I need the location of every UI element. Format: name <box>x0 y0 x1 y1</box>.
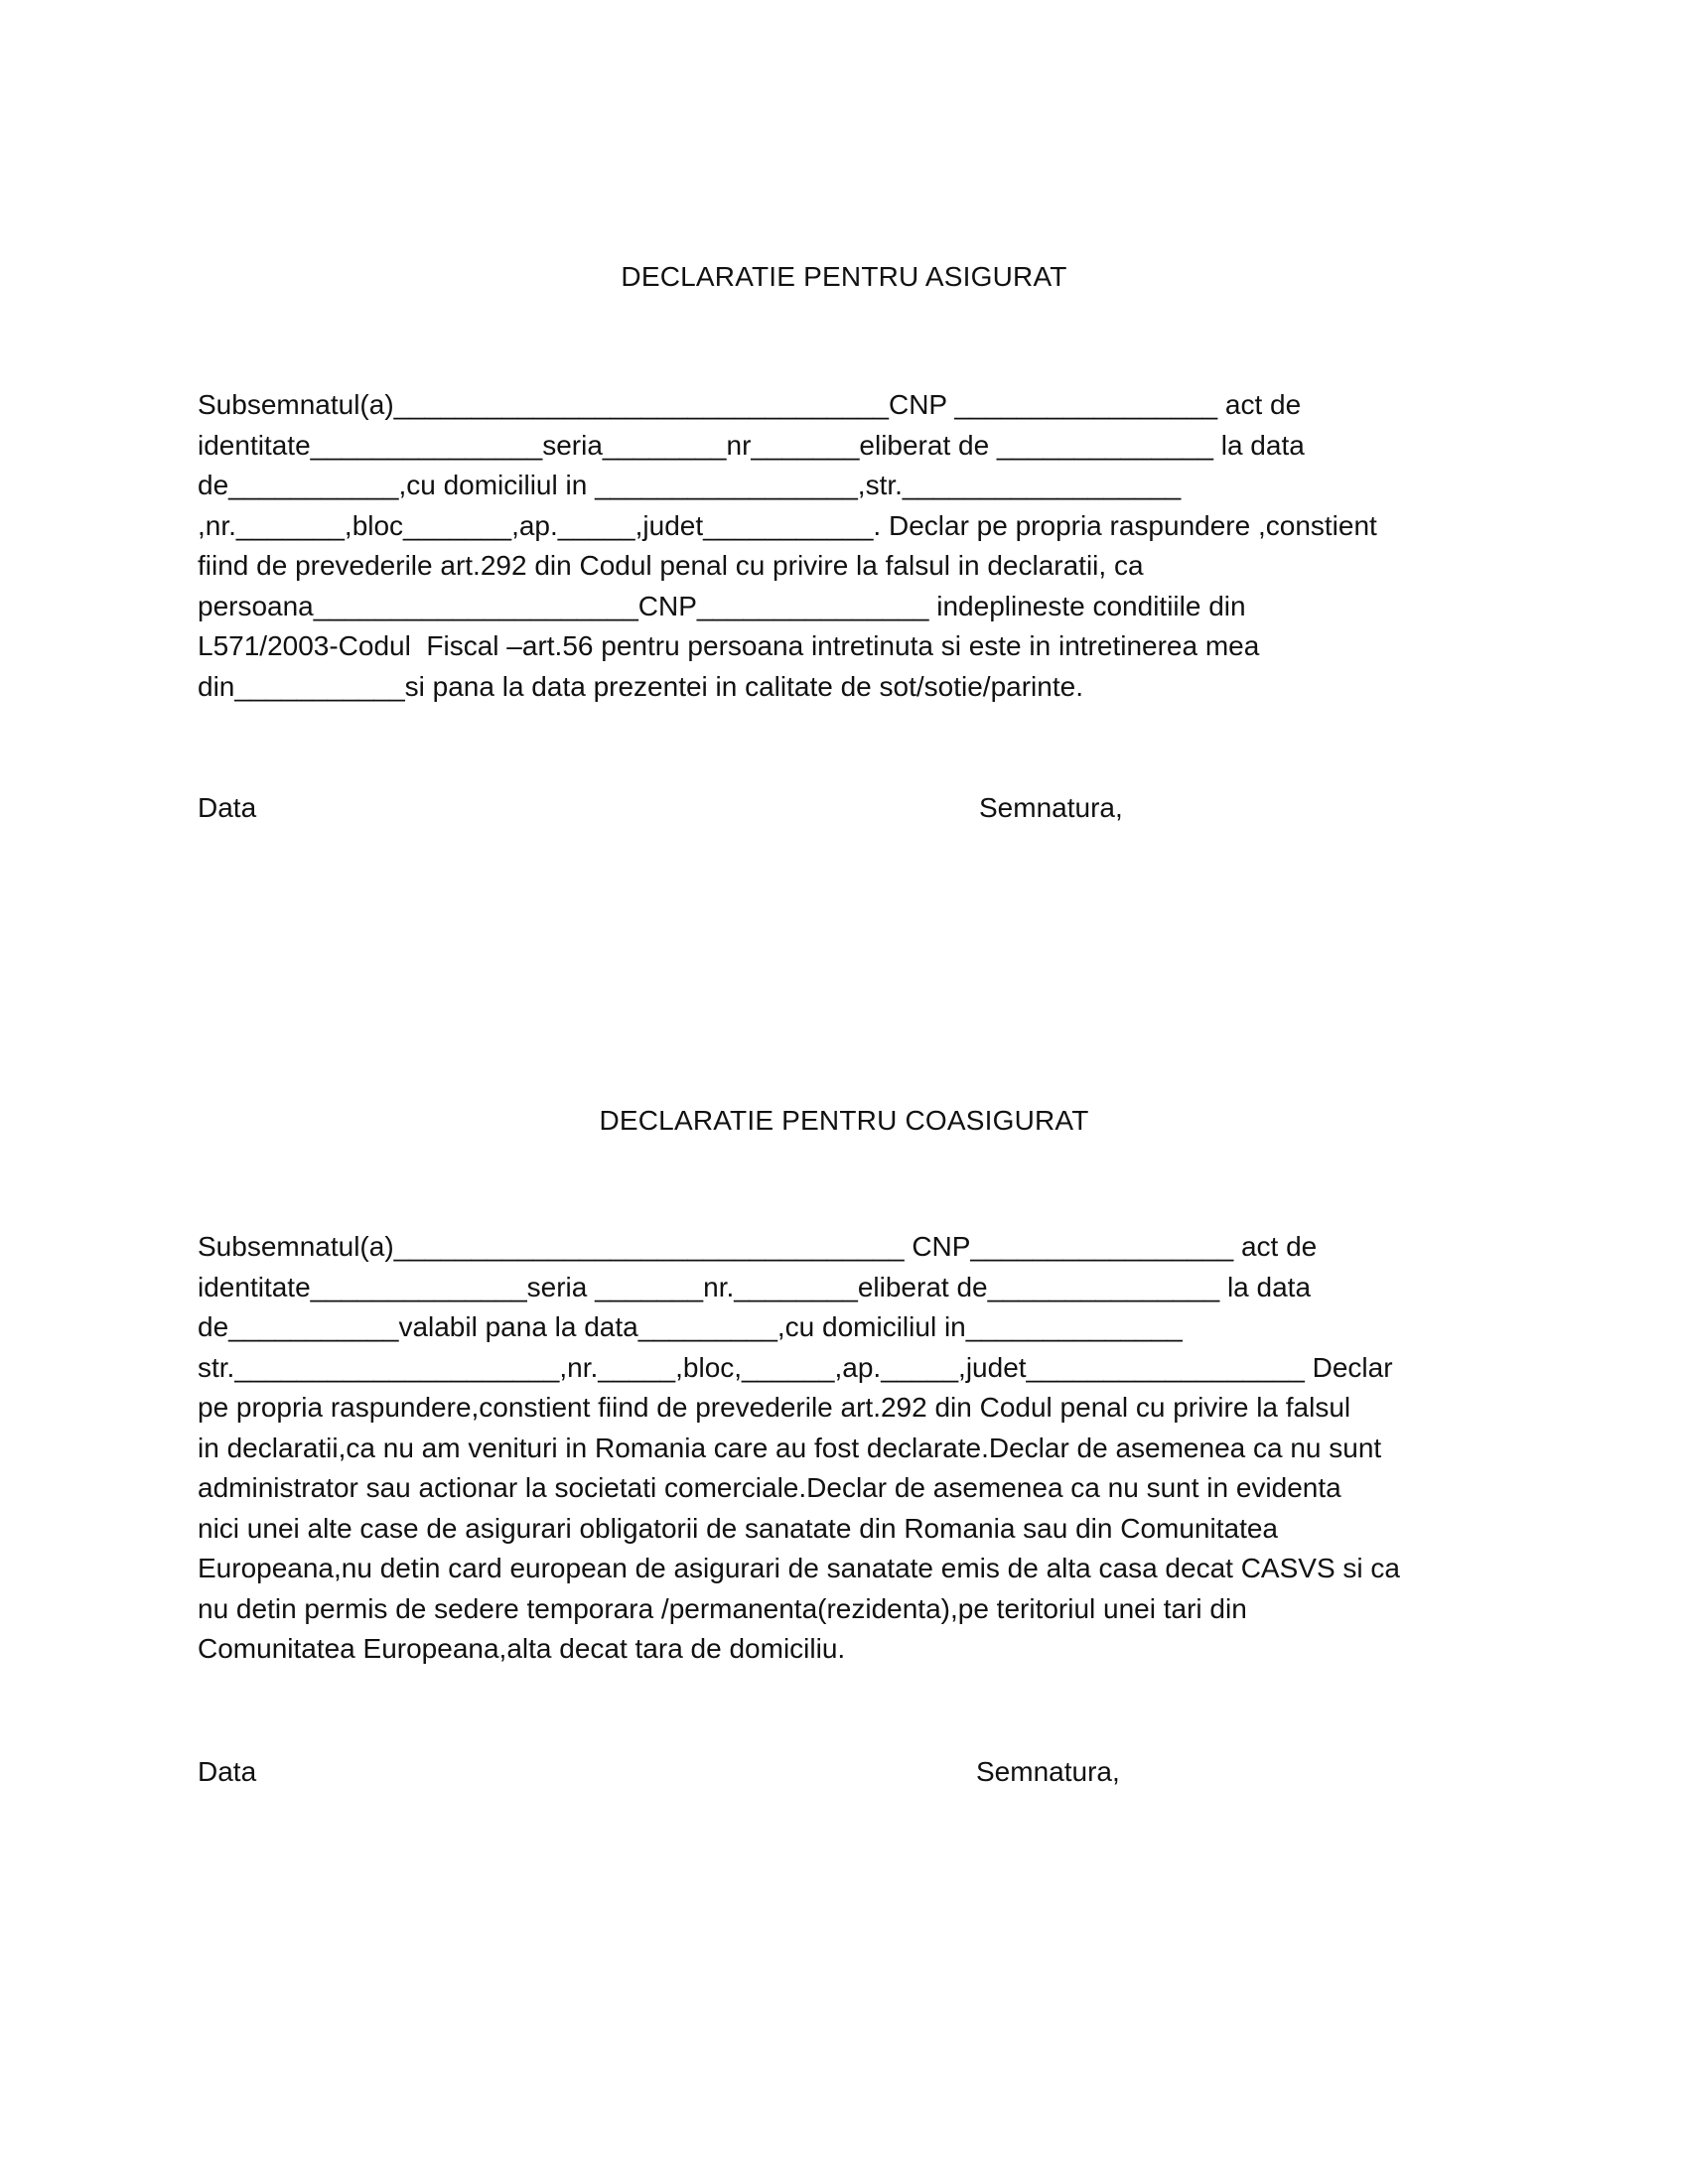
coasigurat-line: nici unei alte case de asigurari obligatorii de sanatate din Romania sau din Comunitatea <box>198 1512 1278 1544</box>
coasigurat-signature-label: Semnatura, <box>976 1756 1120 1787</box>
coasigurat-line: str._____________________,nr._____,bloc,______,ap._____,judet__________________ Declar <box>198 1351 1393 1383</box>
coasigurat-line: in declaratii,ca nu am venituri in Romania care au fost declarate.Declar de asemenea ca nu sunt <box>198 1432 1382 1463</box>
coasigurat-title: DECLARATIE PENTRU COASIGURAT <box>599 1105 1089 1136</box>
asigurat-line: Subsemnatul(a)________________________________CNP _________________ act de <box>198 389 1302 420</box>
coasigurat-line: Comunitatea Europeana,alta decat tara de domiciliu. <box>198 1633 846 1664</box>
coasigurat-line: Subsemnatul(a)_________________________________ CNP_________________ act de <box>198 1231 1318 1262</box>
asigurat-line: fiind de prevederile art.292 din Codul penal cu privire la falsul in declaratii, ca <box>198 550 1144 581</box>
asigurat-line: L571/2003-Codul Fiscal –art.56 pentru persoana intretinuta si este in intretinerea mea <box>198 630 1260 661</box>
coasigurat-line: de___________valabil pana la data_________,cu domiciliul in______________ <box>198 1311 1183 1342</box>
asigurat-line: de___________,cu domiciliul in _________________,str.__________________ <box>198 470 1182 500</box>
asigurat-line: identitate_______________seria________nr_______eliberat de ______________ la data <box>198 429 1305 461</box>
asigurat-line: din___________si pana la data prezentei in calitate de sot/sotie/parinte. <box>198 670 1083 702</box>
asigurat-signature-label: Semnatura, <box>979 792 1123 823</box>
coasigurat-declaration-body <box>198 1227 1488 1670</box>
asigurat-title: DECLARATIE PENTRU ASIGURAT <box>621 261 1067 292</box>
asigurat-line: ,nr._______,bloc_______,ap._____,judet___________. Declar pe propria raspundere ,constient <box>198 509 1377 541</box>
asigurat-line: persoana_____________________CNP_______________ indeplineste conditiile din <box>198 590 1246 621</box>
coasigurat-line: Europeana,nu detin card european de asigurari de sanatate emis de alta casa decat CASVS si ca <box>198 1553 1400 1583</box>
coasigurat-date-label: Data <box>198 1756 257 1787</box>
coasigurat-line: administrator sau actionar la societati comerciale.Declar de asemenea ca nu sunt in evidenta <box>198 1472 1341 1503</box>
coasigurat-line: identitate______________seria _______nr.________eliberat de_______________ la data <box>198 1271 1312 1302</box>
coasigurat-line: pe propria raspundere,constient fiind de prevederile art.292 din Codul penal cu privire la falsul <box>198 1392 1351 1423</box>
asigurat-date-label: Data <box>198 792 257 823</box>
asigurat-declaration-body <box>198 385 1488 707</box>
coasigurat-line: nu detin permis de sedere temporara /permanenta(rezidenta),pe teritoriul unei tari din <box>198 1592 1247 1624</box>
